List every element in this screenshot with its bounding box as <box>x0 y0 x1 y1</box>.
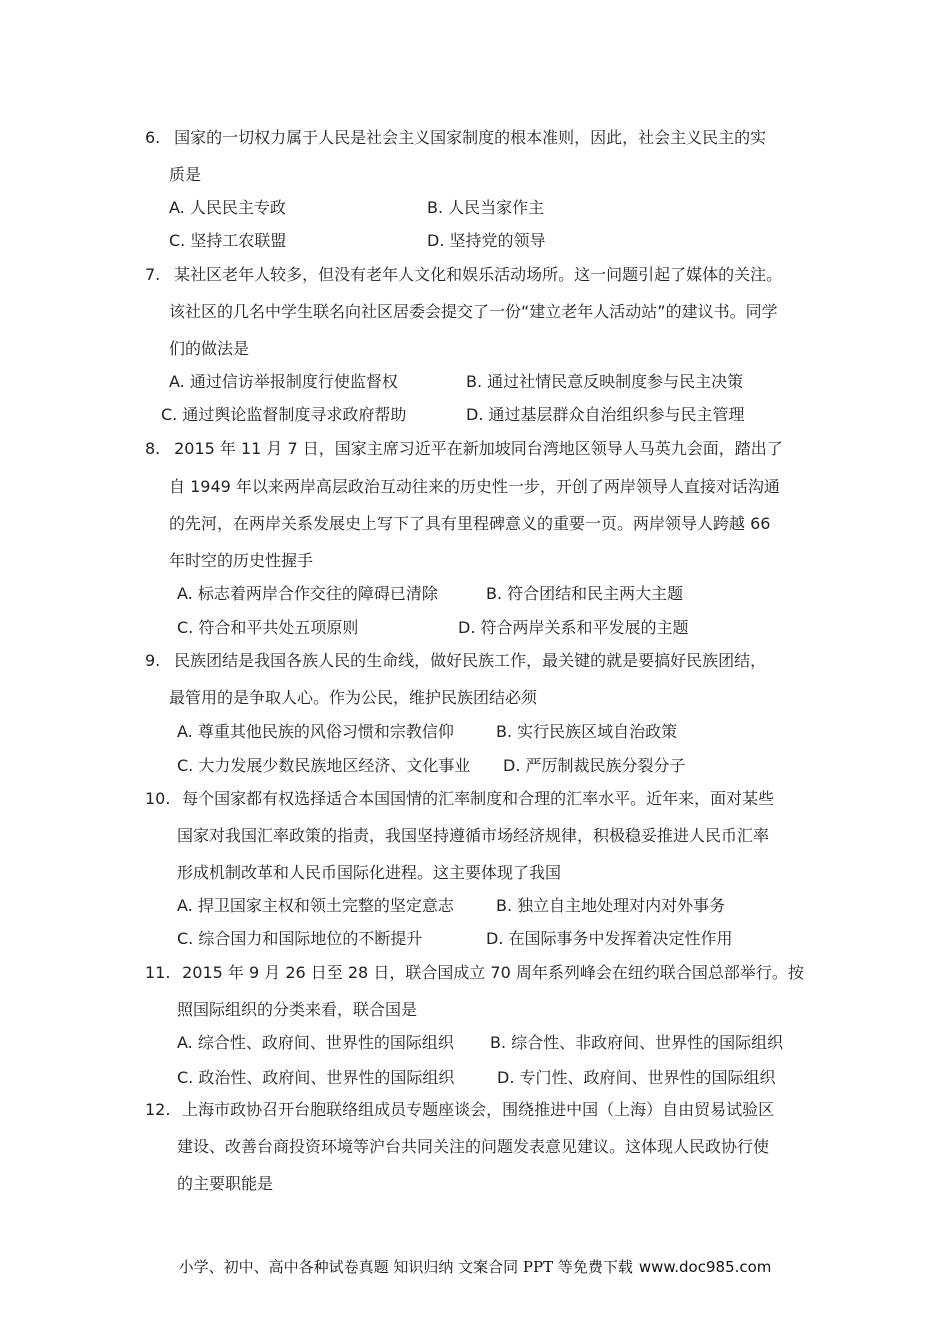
question-7 <box>145 265 782 285</box>
question-8 <box>145 439 783 459</box>
option-c: C. 政治性、政府间、世界性的国际组织 <box>177 1068 455 1087</box>
question-text: 2015 年 11 月 7 日，国家主席习近平在新加坡同台湾地区领导人马英九会面，踏出了 <box>174 439 783 458</box>
option-a: A. 尊重其他民族的风俗习惯和宗教信仰 <box>177 722 454 741</box>
question-10 <box>145 789 774 809</box>
question-text: 民族团结是我国各族人民的生命线，做好民族工作，最关键的就是要搞好民族团结， <box>174 651 767 670</box>
option-d: D. 坚持党的领导 <box>427 231 546 250</box>
question-text: 照国际组织的分类来看，联合国是 <box>177 1000 418 1019</box>
question-text: 们的做法是 <box>169 339 250 358</box>
option-b: B. 人民当家作主 <box>427 198 545 217</box>
question-text: 2015 年 9 月 26 日至 28 日，联合国成立 70 周年系列峰会在纽约联合国总部举行。按 <box>182 963 804 982</box>
question-text: 年时空的历史性握手 <box>169 551 314 570</box>
option-a: A. 人民民主专政 <box>169 198 286 217</box>
question-number: 9. <box>145 651 161 670</box>
question-number: 6. <box>145 128 161 147</box>
option-b: B. 符合团结和民主两大主题 <box>486 584 684 603</box>
option-c: C. 综合国力和国际地位的不断提升 <box>177 929 423 948</box>
option-c: C. 大力发展少数民族地区经济、文化事业 <box>177 756 471 775</box>
footer-text: 小学、初中、高中各种试卷真题 知识归纳 文案合同 PPT 等免费下载 <box>178 1258 633 1276</box>
option-d: D. 严厉制裁民族分裂分子 <box>503 756 686 775</box>
option-b: B. 综合性、非政府间、世界性的国际组织 <box>490 1033 784 1052</box>
option-a: A. 通过信访举报制度行使监督权 <box>169 372 398 391</box>
question-text: 国家对我国汇率政策的指责，我国坚持遵循市场经济规律，积极稳妥推进人民币汇率 <box>177 826 770 845</box>
question-number: 8. <box>145 439 161 458</box>
question-number: 12. <box>145 1100 171 1119</box>
option-a: A. 标志着两岸合作交往的障碍已清除 <box>177 584 438 603</box>
footer <box>0 1256 950 1277</box>
option-d: D. 专门性、政府间、世界性的国际组织 <box>497 1068 776 1087</box>
question-text: 最管用的是争取人心。作为公民，维护民族团结必须 <box>169 688 538 707</box>
question-6 <box>145 128 766 148</box>
question-text: 的主要职能是 <box>177 1174 274 1193</box>
option-c: C. 通过舆论监督制度寻求政府帮助 <box>161 405 407 424</box>
question-text: 上海市政协召开台胞联络组成员专题座谈会，围绕推进中国（上海）自由贸易试验区 <box>182 1100 775 1119</box>
question-text: 质是 <box>169 165 202 184</box>
question-text: 每个国家都有权选择适合本国国情的汇率制度和合理的汇率水平。近年来，面对某些 <box>182 789 775 808</box>
option-d: D. 符合两岸关系和平发展的主题 <box>458 618 689 637</box>
question-text: 建设、改善台商投资环境等沪台共同关注的问题发表意见建议。这体现人民政协行使 <box>177 1137 770 1156</box>
option-b: B. 通过社情民意反映制度参与民主决策 <box>466 372 744 391</box>
option-b: B. 独立自主地处理对内对外事务 <box>496 896 726 915</box>
option-a: A. 捍卫国家主权和领土完整的坚定意志 <box>177 896 454 915</box>
question-text: 形成机制改革和人民币国际化进程。这主要体现了我国 <box>177 863 562 882</box>
question-12 <box>145 1100 774 1120</box>
question-number: 7. <box>145 265 161 284</box>
question-11 <box>145 963 804 983</box>
option-a: A. 综合性、政府间、世界性的国际组织 <box>177 1033 454 1052</box>
option-b: B. 实行民族区域自治政策 <box>496 722 678 741</box>
option-c: C. 符合和平共处五项原则 <box>177 618 359 637</box>
question-text: 某社区老年人较多，但没有老年人文化和娱乐活动场所。这一问题引起了媒体的关注。 <box>174 265 783 284</box>
question-number: 10. <box>145 789 171 808</box>
question-text: 的先河，在两岸关系发展史上写下了具有里程碑意义的重要一页。两岸领导人跨越 66 <box>169 514 771 533</box>
question-text: 自 1949 年以来两岸高层政治互动往来的历史性一步，开创了两岸领导人直接对话沟通 <box>169 477 780 496</box>
question-number: 11. <box>145 963 171 982</box>
option-d: D. 通过基层群众自治组织参与民主管理 <box>466 405 745 424</box>
question-text: 该社区的几名中学生联名向社区居委会提交了一份“建立老年人活动站”的建议书。同学 <box>169 302 778 321</box>
option-d: D. 在国际事务中发挥着决定性作用 <box>486 929 733 948</box>
question-9 <box>145 651 766 671</box>
option-c: C. 坚持工农联盟 <box>169 231 287 250</box>
footer-url[interactable]: www.doc985.com <box>638 1258 772 1276</box>
question-text: 国家的一切权力属于人民是社会主义国家制度的根本准则，因此，社会主义民主的实 <box>174 128 767 147</box>
